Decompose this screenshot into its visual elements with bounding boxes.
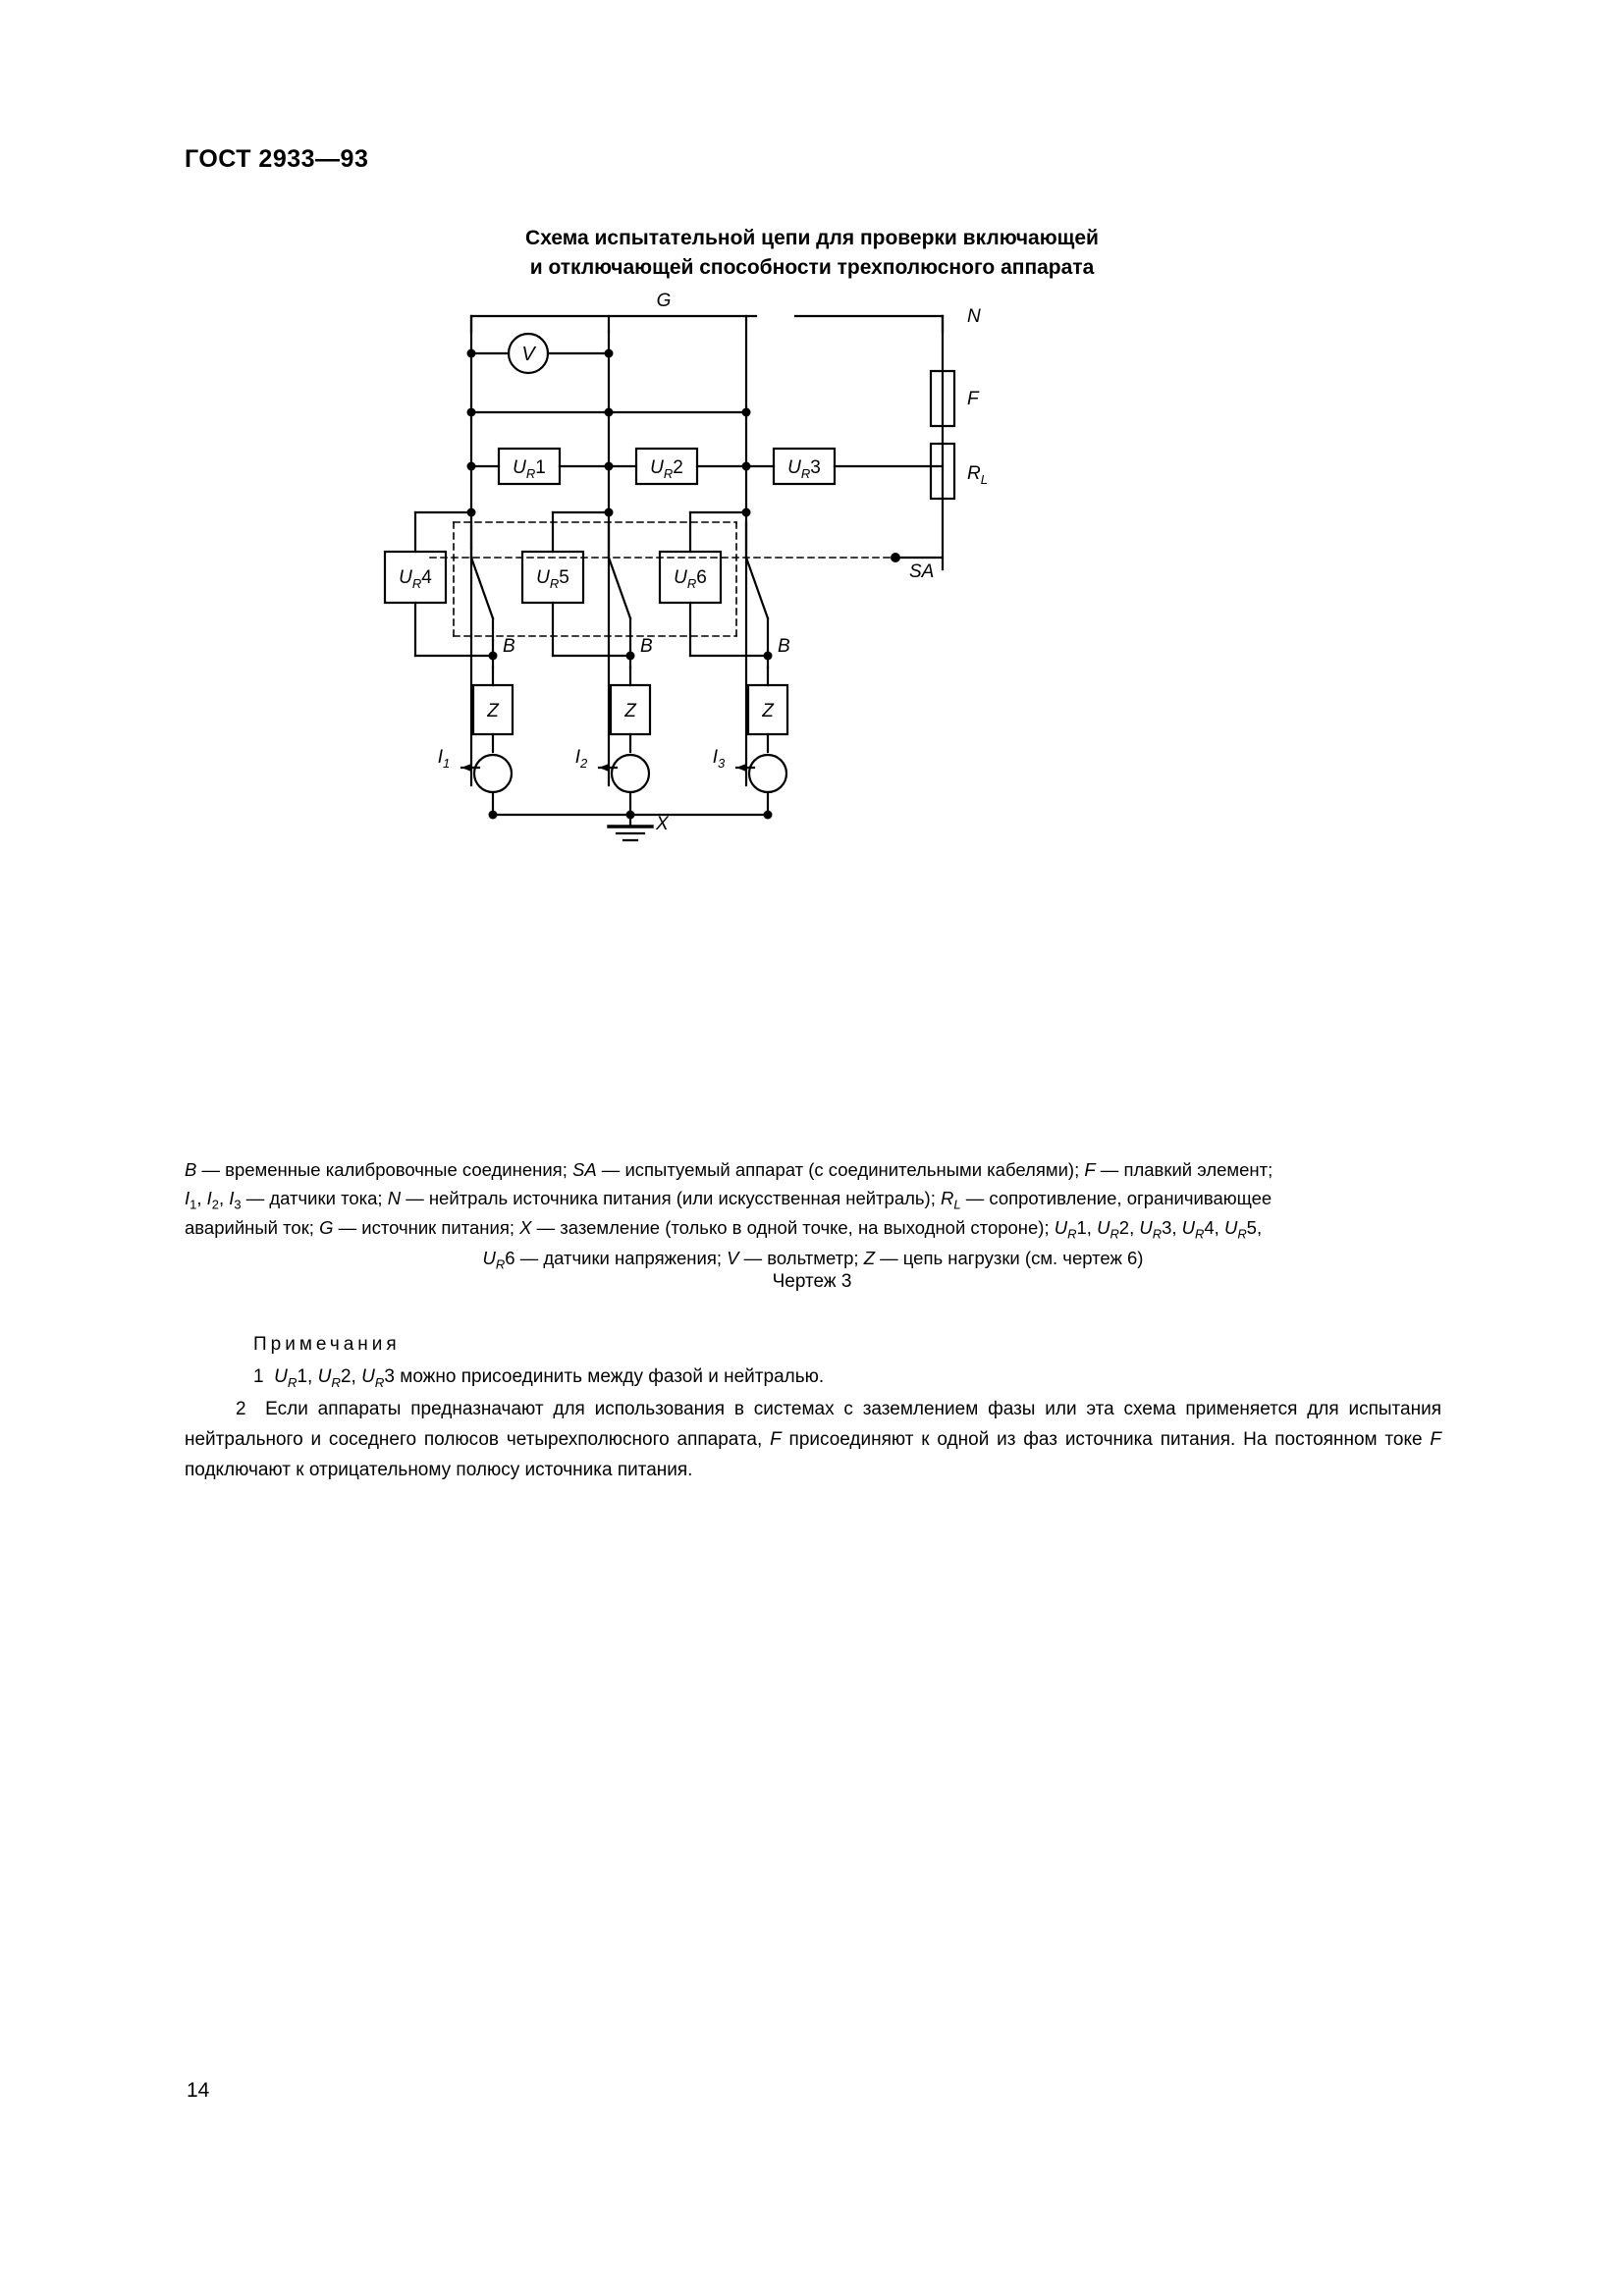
standard-number: ГОСТ 2933—93 <box>185 145 369 173</box>
page-number: 14 <box>187 2079 210 2102</box>
label-ur1: $U_R1$ <box>513 457 546 481</box>
legend-line-3: аварийный ток; G — источник питания; X — заземление (только в одной точке, на выходной стороне); $U_R1$, $U_R2$, $U_R3$, $U_R4$, $U_R5$, <box>185 1217 1263 1243</box>
notes-block <box>185 1330 1441 1485</box>
label-ur3: $U_R3$ <box>787 457 821 481</box>
label-limiting-resistor: $R_L$ <box>967 463 988 487</box>
label-ur5: $U_R5$ <box>536 567 569 591</box>
figure-caption: Чертеж 3 <box>772 1271 852 1292</box>
label-b3: B <box>778 636 790 657</box>
label-ur4: $U_R4$ <box>399 567 432 591</box>
label-b1: B <box>503 636 515 657</box>
figure-legend <box>185 1156 1441 1275</box>
note-1: 1 $U_R1$, $U_R2$, $U_R3$ можно присоединить между фазой и нейтралью. <box>253 1365 825 1390</box>
legend-line-1: B — временные калибровочные соединения; SA — испытуемый аппарат (с соединительными кабелями); F — плавкий элемент; <box>185 1159 1273 1180</box>
legend-line-2: $I_1$, $I_2$, $I_3$ — датчики тока; N — нейтраль источника питания (или искусственная нейтраль); $R_L$ — сопротивление, ограничивающее <box>185 1187 1272 1212</box>
circuit-diagram-svg <box>399 291 1198 844</box>
current-sensor-2 <box>612 755 649 792</box>
pole2-blade <box>609 558 630 618</box>
current-sensor-1 <box>474 755 512 792</box>
label-z3: Z <box>762 701 774 721</box>
label-i3: $I_3$ <box>712 747 726 771</box>
circuit-diagram <box>399 291 1198 844</box>
label-b2: B <box>640 636 653 657</box>
current-sensor-3 <box>749 755 786 792</box>
pole3-blade <box>746 558 768 618</box>
label-source: G <box>656 291 672 311</box>
note-2: 2 Если аппараты предназначают для использования в системах с заземлением фазы или эта схема применяется для испытания нейтрального и соседнего полюсов четырехполюсного аппарата, F присоединяют к одной из фаз источника питания. На постоянном токе F подключают к отрицательному полюсу источника питания. <box>185 1399 1441 1480</box>
label-neutral: N <box>967 306 981 327</box>
i3-arrowhead <box>736 764 746 772</box>
figure-title-line1: Схема испытательной цепи для проверки включающей <box>525 227 1099 249</box>
label-i1: $I_1$ <box>437 747 451 771</box>
label-sa: SA <box>909 561 935 582</box>
pole1-blade <box>471 558 493 618</box>
figure-title-line2: и отключающей способности трехполюсного аппарата <box>529 256 1095 280</box>
label-ur6: $U_R6$ <box>674 567 707 591</box>
label-z1: Z <box>487 701 499 721</box>
bus-top-left <box>471 316 756 332</box>
label-z2: Z <box>624 701 636 721</box>
label-earth: X <box>656 814 669 834</box>
label-voltmeter: V <box>521 344 535 365</box>
legend-line-4: $U_R6$ — датчики напряжения; V — вольтметр; Z — цепь нагрузки (см. чертеж 6) <box>482 1248 1144 1272</box>
i1-arrowhead <box>461 764 471 772</box>
label-fuse: F <box>967 389 979 409</box>
label-ur2: $U_R2$ <box>650 457 683 481</box>
label-i2: $I_2$ <box>574 747 588 771</box>
notes-heading: Примечания <box>253 1334 401 1355</box>
i2-arrowhead <box>599 764 609 772</box>
figure-title <box>0 224 1624 284</box>
